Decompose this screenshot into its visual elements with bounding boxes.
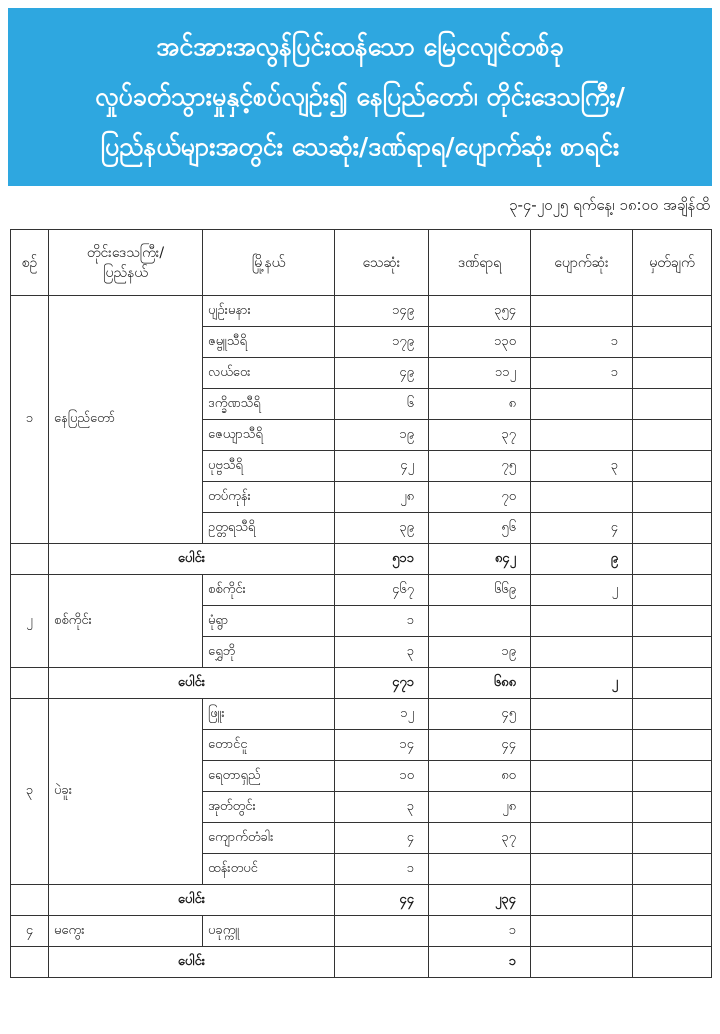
remarks-cell	[633, 916, 712, 947]
total-injured: ၁	[429, 947, 531, 978]
total-blank-cell	[11, 544, 49, 575]
total-dead: ၅၁၁	[335, 544, 429, 575]
injured-count: ၁၁၂	[429, 358, 531, 389]
remarks-cell	[633, 606, 712, 637]
township-name: ရေတာရှည်	[203, 761, 335, 792]
remarks-cell	[633, 761, 712, 792]
casualty-table	[10, 229, 712, 978]
remarks-cell	[633, 699, 712, 730]
injured-count: ၁	[429, 916, 531, 947]
table-header-row	[11, 230, 712, 296]
table-row	[11, 916, 712, 947]
township-name: ဒက္ခိဏသီရိ	[203, 389, 335, 420]
total-label: ပေါင်း	[49, 885, 335, 916]
total-injured: ၈၄၂	[429, 544, 531, 575]
col-header-missing: ပျောက်ဆုံး	[531, 230, 633, 296]
dead-count: ၄	[335, 823, 429, 854]
township-name: ဥတ္တရသီရိ	[203, 513, 335, 544]
missing-count	[531, 699, 633, 730]
total-injured: ၂၃၄	[429, 885, 531, 916]
dead-count: ၁၀	[335, 761, 429, 792]
dead-count: ၁၇၉	[335, 327, 429, 358]
remarks-cell	[633, 823, 712, 854]
township-name: ပျဉ်းမနား	[203, 296, 335, 327]
township-name: ရွှေဘို	[203, 637, 335, 668]
col-header-injured: ဒဏ်ရာရ	[429, 230, 531, 296]
total-row	[11, 668, 712, 699]
region-name: မကွေး	[49, 916, 203, 947]
total-label: ပေါင်း	[49, 947, 335, 978]
col-header-region-line2: ပြည်နယ်	[103, 264, 148, 281]
total-row	[11, 544, 712, 575]
total-dead: ၄၇၁	[335, 668, 429, 699]
dead-count: ၁၄	[335, 730, 429, 761]
row-number: ၃	[11, 699, 49, 885]
total-blank-cell	[11, 947, 49, 978]
table-row	[11, 575, 712, 606]
injured-count: ၁၃၀	[429, 327, 531, 358]
total-label: ပေါင်း	[49, 668, 335, 699]
region-name: ပဲခူး	[49, 699, 203, 885]
injured-count: ၈၀	[429, 761, 531, 792]
injured-count: ၈	[429, 389, 531, 420]
missing-count	[531, 854, 633, 885]
table-row	[11, 296, 712, 327]
dead-count: ၂၈	[335, 482, 429, 513]
township-name: ပခုက္ကူ	[203, 916, 335, 947]
township-name: စစ်ကိုင်း	[203, 575, 335, 606]
row-number: ၂	[11, 575, 49, 668]
remarks-cell	[633, 451, 712, 482]
table-body	[11, 296, 712, 978]
missing-count	[531, 296, 633, 327]
township-name: တောင်ငူ	[203, 730, 335, 761]
remarks-cell	[633, 358, 712, 389]
total-missing	[531, 885, 633, 916]
col-header-remarks: မှတ်ချက်	[633, 230, 712, 296]
total-row	[11, 885, 712, 916]
total-dead: ၄၄	[335, 885, 429, 916]
row-number: ၄	[11, 916, 49, 947]
missing-count	[531, 482, 633, 513]
total-blank-cell	[11, 885, 49, 916]
township-name: လယ်ဝေး	[203, 358, 335, 389]
missing-count: ၃	[531, 451, 633, 482]
missing-count	[531, 792, 633, 823]
total-missing: ၉	[531, 544, 633, 575]
missing-count	[531, 606, 633, 637]
missing-count	[531, 916, 633, 947]
remarks-cell	[633, 792, 712, 823]
total-injured: ၆၈၈	[429, 668, 531, 699]
total-dead	[335, 947, 429, 978]
total-remarks-cell	[633, 885, 712, 916]
title-line-2: လှုပ်ခတ်သွားမှုနှင့်စပ်လျဉ်း၍ နေပြည်တော်၊ တိုင်းဒေသကြီး/	[95, 82, 625, 111]
dead-count: ၁၉	[335, 420, 429, 451]
dead-count: ၁	[335, 606, 429, 637]
remarks-cell	[633, 730, 712, 761]
township-name: ဇမ္ဗူသီရိ	[203, 327, 335, 358]
injured-count: ၁၉	[429, 637, 531, 668]
dead-count: ၁	[335, 854, 429, 885]
dead-count: ၃	[335, 792, 429, 823]
injured-count	[429, 854, 531, 885]
township-name: အုတ်တွင်း	[203, 792, 335, 823]
injured-count: ၇၅	[429, 451, 531, 482]
dead-count: ၃၉	[335, 513, 429, 544]
missing-count: ၂	[531, 575, 633, 606]
dead-count: ၄၂	[335, 451, 429, 482]
dead-count	[335, 916, 429, 947]
col-header-dead: သေဆုံး	[335, 230, 429, 296]
injured-count: ၅၆	[429, 513, 531, 544]
township-name: ထန်းတပင်	[203, 854, 335, 885]
missing-count	[531, 761, 633, 792]
region-name: စစ်ကိုင်း	[49, 575, 203, 668]
missing-count: ၄	[531, 513, 633, 544]
injured-count: ၃၇	[429, 823, 531, 854]
remarks-cell	[633, 575, 712, 606]
total-remarks-cell	[633, 668, 712, 699]
injured-count: ၃၅၄	[429, 296, 531, 327]
injured-count: ၂၈	[429, 792, 531, 823]
missing-count	[531, 389, 633, 420]
total-blank-cell	[11, 668, 49, 699]
remarks-cell	[633, 420, 712, 451]
row-number: ၁	[11, 296, 49, 544]
township-name: တပ်ကုန်း	[203, 482, 335, 513]
missing-count	[531, 420, 633, 451]
injured-count	[429, 606, 531, 637]
title-line-1: အင်အားအလွန်ပြင်းထန်သော မြေငလျင်တစ်ခု	[156, 32, 564, 61]
missing-count	[531, 637, 633, 668]
missing-count: ၁	[531, 358, 633, 389]
total-label: ပေါင်း	[49, 544, 335, 575]
col-header-no: စဉ်	[11, 230, 49, 296]
missing-count	[531, 730, 633, 761]
township-name: ဖြူး	[203, 699, 335, 730]
dead-count: ၁၂	[335, 699, 429, 730]
total-row	[11, 947, 712, 978]
col-header-region	[49, 230, 203, 296]
region-name: နေပြည်တော်	[49, 296, 203, 544]
total-remarks-cell	[633, 544, 712, 575]
dead-count: ၄၆၇	[335, 575, 429, 606]
total-missing: ၂	[531, 668, 633, 699]
remarks-cell	[633, 482, 712, 513]
missing-count	[531, 823, 633, 854]
township-name: ပုဗ္ဗသီရိ	[203, 451, 335, 482]
total-remarks-cell	[633, 947, 712, 978]
township-name: ဇေယျာသီရိ	[203, 420, 335, 451]
injured-count: ၆၆၉	[429, 575, 531, 606]
report-datetime: ၃-၄-၂၀၂၅ ရက်နေ့၊ ၁၈:၀၀ အချိန်ထိ	[509, 196, 710, 214]
remarks-cell	[633, 513, 712, 544]
township-name: မုံရွာ	[203, 606, 335, 637]
injured-count: ၇၀	[429, 482, 531, 513]
remarks-cell	[633, 389, 712, 420]
dead-count: ၃	[335, 637, 429, 668]
remarks-cell	[633, 296, 712, 327]
col-header-township: မြို့နယ်	[203, 230, 335, 296]
total-missing	[531, 947, 633, 978]
table-row	[11, 699, 712, 730]
dead-count: ၄၉	[335, 358, 429, 389]
injured-count: ၄၄	[429, 730, 531, 761]
dead-count: ၁၄၉	[335, 296, 429, 327]
township-name: ကျောက်တံခါး	[203, 823, 335, 854]
dead-count: ၆	[335, 389, 429, 420]
title-line-3: ပြည်နယ်များအတွင်း သေဆုံး/ဒဏ်ရာရ/ပျောက်ဆုံး စာရင်း	[100, 132, 620, 161]
remarks-cell	[633, 637, 712, 668]
col-header-region-line1: တိုင်းဒေသကြီး/	[86, 244, 165, 261]
remarks-cell	[633, 854, 712, 885]
missing-count: ၁	[531, 327, 633, 358]
injured-count: ၃၇	[429, 420, 531, 451]
injured-count: ၄၅	[429, 699, 531, 730]
remarks-cell	[633, 327, 712, 358]
title-banner	[8, 8, 712, 186]
